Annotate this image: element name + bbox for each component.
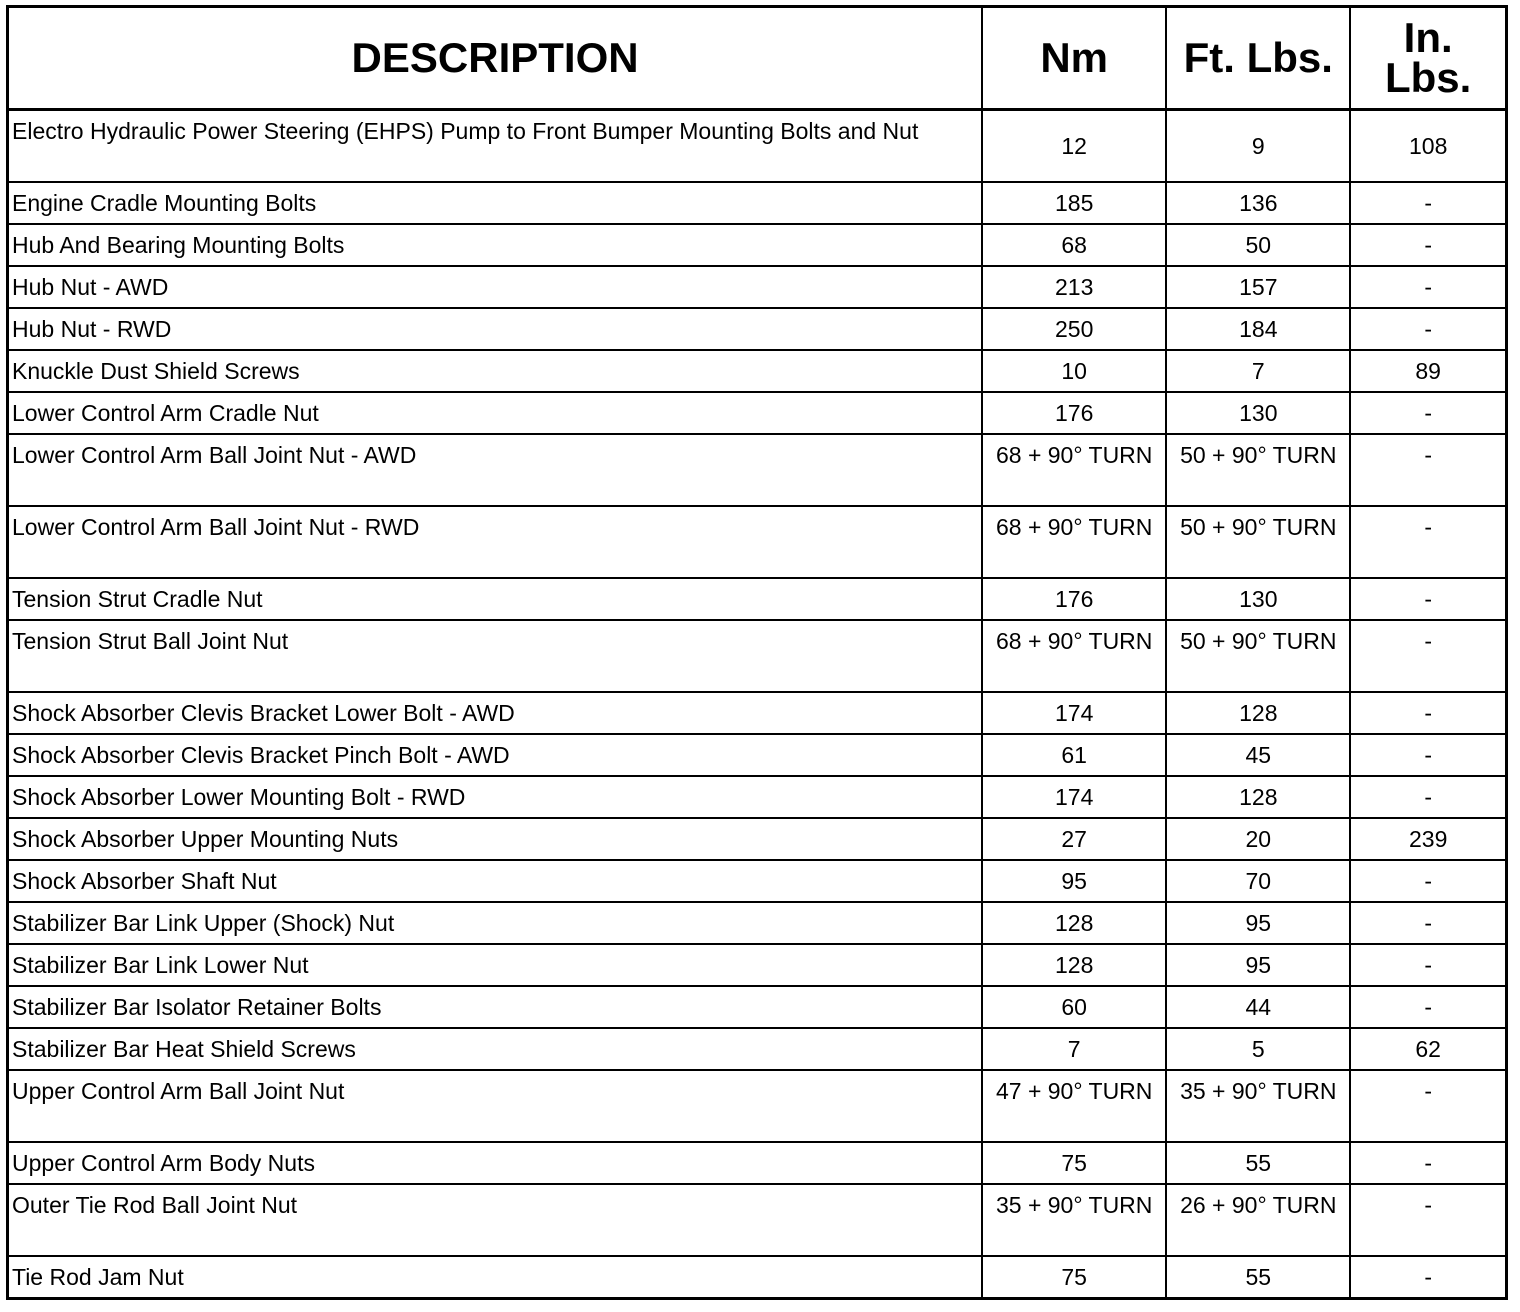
row-nm: 68 + 90° TURN bbox=[982, 506, 1166, 578]
row-ft-lbs: 55 bbox=[1166, 1256, 1350, 1299]
header-in-lbs: In. Lbs. bbox=[1350, 7, 1506, 110]
row-description: Stabilizer Bar Heat Shield Screws bbox=[8, 1028, 983, 1070]
row-description: Stabilizer Bar Isolator Retainer Bolts bbox=[8, 986, 983, 1028]
row-description: Lower Control Arm Ball Joint Nut - AWD bbox=[8, 434, 983, 506]
row-nm: 176 bbox=[982, 578, 1166, 620]
row-description: Hub Nut - AWD bbox=[8, 266, 983, 308]
row-ft-lbs: 50 bbox=[1166, 224, 1350, 266]
table-row bbox=[8, 1256, 1507, 1299]
row-nm: 250 bbox=[982, 308, 1166, 350]
row-description: Shock Absorber Upper Mounting Nuts bbox=[8, 818, 983, 860]
header-row bbox=[8, 7, 1507, 110]
row-nm: 35 + 90° TURN bbox=[982, 1184, 1166, 1256]
table-row bbox=[8, 1070, 1507, 1142]
row-description: Hub And Bearing Mounting Bolts bbox=[8, 224, 983, 266]
row-description: Shock Absorber Clevis Bracket Lower Bolt - AWD bbox=[8, 692, 983, 734]
row-description: Stabilizer Bar Link Upper (Shock) Nut bbox=[8, 902, 983, 944]
row-nm: 27 bbox=[982, 818, 1166, 860]
row-nm: 60 bbox=[982, 986, 1166, 1028]
row-ft-lbs: 128 bbox=[1166, 776, 1350, 818]
row-description: Lower Control Arm Cradle Nut bbox=[8, 392, 983, 434]
row-nm: 68 + 90° TURN bbox=[982, 620, 1166, 692]
row-in-lbs: - bbox=[1350, 734, 1506, 776]
table-row bbox=[8, 182, 1507, 224]
row-in-lbs: 89 bbox=[1350, 350, 1506, 392]
row-nm: 47 + 90° TURN bbox=[982, 1070, 1166, 1142]
row-in-lbs: - bbox=[1350, 944, 1506, 986]
table-row bbox=[8, 1142, 1507, 1184]
table-row bbox=[8, 308, 1507, 350]
row-description: Shock Absorber Lower Mounting Bolt - RWD bbox=[8, 776, 983, 818]
row-ft-lbs: 20 bbox=[1166, 818, 1350, 860]
row-ft-lbs: 45 bbox=[1166, 734, 1350, 776]
table-row bbox=[8, 692, 1507, 734]
row-in-lbs: - bbox=[1350, 434, 1506, 506]
row-ft-lbs: 95 bbox=[1166, 902, 1350, 944]
row-description: Outer Tie Rod Ball Joint Nut bbox=[8, 1184, 983, 1256]
row-nm: 10 bbox=[982, 350, 1166, 392]
torque-spec-container bbox=[6, 5, 1508, 1300]
table-row bbox=[8, 776, 1507, 818]
row-in-lbs: - bbox=[1350, 620, 1506, 692]
row-nm: 75 bbox=[982, 1256, 1166, 1299]
table-row bbox=[8, 110, 1507, 183]
row-ft-lbs: 130 bbox=[1166, 392, 1350, 434]
row-ft-lbs: 50 + 90° TURN bbox=[1166, 620, 1350, 692]
table-row bbox=[8, 434, 1507, 506]
table-row bbox=[8, 734, 1507, 776]
row-ft-lbs: 70 bbox=[1166, 860, 1350, 902]
row-in-lbs: - bbox=[1350, 692, 1506, 734]
row-description: Upper Control Arm Ball Joint Nut bbox=[8, 1070, 983, 1142]
row-description: Hub Nut - RWD bbox=[8, 308, 983, 350]
row-ft-lbs: 35 + 90° TURN bbox=[1166, 1070, 1350, 1142]
table-row bbox=[8, 578, 1507, 620]
table-body bbox=[8, 110, 1507, 1299]
row-description: Tension Strut Cradle Nut bbox=[8, 578, 983, 620]
row-nm: 185 bbox=[982, 182, 1166, 224]
row-nm: 174 bbox=[982, 692, 1166, 734]
row-ft-lbs: 5 bbox=[1166, 1028, 1350, 1070]
row-ft-lbs: 184 bbox=[1166, 308, 1350, 350]
table-row bbox=[8, 506, 1507, 578]
row-in-lbs: - bbox=[1350, 578, 1506, 620]
table-row bbox=[8, 902, 1507, 944]
header-nm: Nm bbox=[982, 7, 1166, 110]
row-ft-lbs: 55 bbox=[1166, 1142, 1350, 1184]
table-row bbox=[8, 392, 1507, 434]
row-in-lbs: - bbox=[1350, 1070, 1506, 1142]
row-description: Shock Absorber Shaft Nut bbox=[8, 860, 983, 902]
row-ft-lbs: 95 bbox=[1166, 944, 1350, 986]
row-nm: 176 bbox=[982, 392, 1166, 434]
table-row bbox=[8, 944, 1507, 986]
row-nm: 75 bbox=[982, 1142, 1166, 1184]
row-description: Tie Rod Jam Nut bbox=[8, 1256, 983, 1299]
row-in-lbs: - bbox=[1350, 1184, 1506, 1256]
table-row bbox=[8, 620, 1507, 692]
row-description: Shock Absorber Clevis Bracket Pinch Bolt - AWD bbox=[8, 734, 983, 776]
row-nm: 61 bbox=[982, 734, 1166, 776]
row-ft-lbs: 44 bbox=[1166, 986, 1350, 1028]
table-row bbox=[8, 818, 1507, 860]
row-ft-lbs: 26 + 90° TURN bbox=[1166, 1184, 1350, 1256]
row-in-lbs: - bbox=[1350, 506, 1506, 578]
row-in-lbs: - bbox=[1350, 776, 1506, 818]
row-nm: 213 bbox=[982, 266, 1166, 308]
row-in-lbs: - bbox=[1350, 860, 1506, 902]
row-description: Electro Hydraulic Power Steering (EHPS) Pump to Front Bumper Mounting Bolts and Nut bbox=[8, 110, 983, 183]
row-in-lbs: - bbox=[1350, 266, 1506, 308]
row-ft-lbs: 130 bbox=[1166, 578, 1350, 620]
row-nm: 128 bbox=[982, 944, 1166, 986]
row-nm: 174 bbox=[982, 776, 1166, 818]
row-ft-lbs: 50 + 90° TURN bbox=[1166, 506, 1350, 578]
table-row bbox=[8, 266, 1507, 308]
row-in-lbs: - bbox=[1350, 182, 1506, 224]
row-nm: 7 bbox=[982, 1028, 1166, 1070]
row-ft-lbs: 157 bbox=[1166, 266, 1350, 308]
row-in-lbs: - bbox=[1350, 308, 1506, 350]
row-in-lbs: - bbox=[1350, 902, 1506, 944]
row-nm: 68 bbox=[982, 224, 1166, 266]
row-nm: 128 bbox=[982, 902, 1166, 944]
table-row bbox=[8, 986, 1507, 1028]
row-in-lbs: - bbox=[1350, 392, 1506, 434]
row-in-lbs: 239 bbox=[1350, 818, 1506, 860]
row-in-lbs: 108 bbox=[1350, 110, 1506, 183]
row-description: Engine Cradle Mounting Bolts bbox=[8, 182, 983, 224]
header-description: DESCRIPTION bbox=[8, 7, 983, 110]
row-description: Tension Strut Ball Joint Nut bbox=[8, 620, 983, 692]
row-nm: 12 bbox=[982, 110, 1166, 183]
row-nm: 95 bbox=[982, 860, 1166, 902]
header-ft-lbs: Ft. Lbs. bbox=[1166, 7, 1350, 110]
row-description: Stabilizer Bar Link Lower Nut bbox=[8, 944, 983, 986]
row-in-lbs: - bbox=[1350, 1142, 1506, 1184]
row-in-lbs: 62 bbox=[1350, 1028, 1506, 1070]
row-ft-lbs: 50 + 90° TURN bbox=[1166, 434, 1350, 506]
torque-spec-table bbox=[6, 5, 1508, 1300]
row-nm: 68 + 90° TURN bbox=[982, 434, 1166, 506]
row-description: Knuckle Dust Shield Screws bbox=[8, 350, 983, 392]
row-ft-lbs: 7 bbox=[1166, 350, 1350, 392]
table-row bbox=[8, 1028, 1507, 1070]
table-row bbox=[8, 860, 1507, 902]
row-in-lbs: - bbox=[1350, 986, 1506, 1028]
row-ft-lbs: 128 bbox=[1166, 692, 1350, 734]
row-in-lbs: - bbox=[1350, 224, 1506, 266]
table-row bbox=[8, 1184, 1507, 1256]
table-row bbox=[8, 224, 1507, 266]
row-description: Lower Control Arm Ball Joint Nut - RWD bbox=[8, 506, 983, 578]
row-description: Upper Control Arm Body Nuts bbox=[8, 1142, 983, 1184]
row-ft-lbs: 9 bbox=[1166, 110, 1350, 183]
row-in-lbs: - bbox=[1350, 1256, 1506, 1299]
table-row bbox=[8, 350, 1507, 392]
row-ft-lbs: 136 bbox=[1166, 182, 1350, 224]
